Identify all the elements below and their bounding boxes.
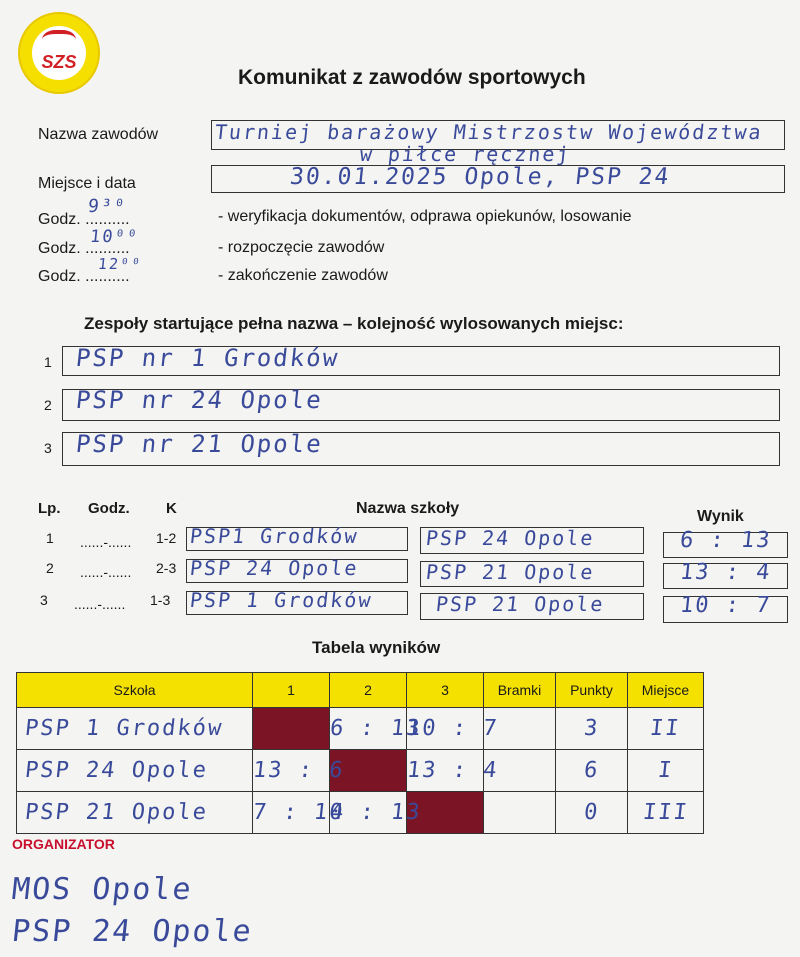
- results-points-3: 0: [582, 800, 601, 825]
- match-away-1: PSP 24 Opole: [424, 526, 596, 550]
- results-header-row: [17, 673, 704, 708]
- results-cell-2-3: 13 : 4: [405, 758, 500, 783]
- match-away-3: PSP 21 Opole: [434, 592, 606, 616]
- table-row: [17, 708, 704, 750]
- time-desc-2: - rozpoczęcie zawodów: [218, 239, 385, 256]
- time-hand-1: 9³⁰: [86, 196, 128, 217]
- results-school-3: PSP 21 Opole: [23, 800, 210, 825]
- organizer-line-2: PSP 24 Opole: [10, 914, 255, 949]
- results-goals-3: [484, 792, 556, 834]
- match-home-1: PSP1 Grodków: [188, 524, 360, 548]
- results-cell-2-1: 13 : 6: [251, 758, 346, 783]
- results-place-3: III: [641, 800, 690, 825]
- time-desc-1: - weryfikacja dokumentów, odprawa opiekunów, losowanie: [218, 208, 632, 225]
- time-desc-3: - zakończenie zawodów: [218, 267, 388, 284]
- results-cell-3-1: 7 : 10: [251, 800, 346, 825]
- logo-text: SZS: [41, 52, 77, 72]
- page-title: Komunikat z zawodów sportowych: [238, 66, 586, 89]
- results-table-title: Tabela wyników: [312, 638, 441, 657]
- match-result-1: 6 : 13: [678, 528, 773, 553]
- time-label-2: Godz. ..........: [38, 240, 130, 257]
- match-lp-1: 1: [46, 530, 54, 546]
- time-hand-2: 10⁰⁰: [88, 227, 141, 247]
- results-cell-1-3: 10 : 7: [405, 716, 500, 741]
- team-name-3: PSP nr 21 Opole: [74, 430, 325, 458]
- results-header-3: 3: [407, 673, 484, 708]
- place-date-value: 30.01.2025 Opole, PSP 24: [288, 164, 672, 190]
- match-k-2: 2-3: [156, 560, 177, 576]
- match-away-2: PSP 21 Opole: [424, 560, 596, 584]
- matches-header-result: Wynik: [697, 508, 744, 525]
- results-place-2: I: [656, 758, 675, 783]
- time-label-1: Godz. ..........: [38, 211, 130, 228]
- results-header-1: 1: [253, 673, 330, 708]
- team-number-2: 2: [44, 397, 52, 413]
- match-time-3: ......-......: [74, 596, 126, 612]
- organizer-line-1: MOS Opole: [10, 872, 195, 907]
- match-time-2: ......-......: [80, 564, 132, 580]
- results-cell-3-2: 4 : 13: [328, 800, 423, 825]
- results-points-2: 6: [582, 758, 601, 783]
- results-header-points: Punkty: [556, 673, 628, 708]
- results-table: [16, 672, 704, 834]
- competition-label: Nazwa zawodów: [38, 126, 159, 143]
- results-header-2: 2: [330, 673, 407, 708]
- team-number-1: 1: [44, 354, 52, 370]
- results-place-1: II: [648, 716, 683, 741]
- place-date-label: Miejsce i data: [38, 175, 136, 192]
- match-home-3: PSP 1 Grodków: [188, 588, 374, 612]
- results-header-place: Miejsce: [628, 673, 704, 708]
- organizer-label: ORGANIZATOR: [12, 836, 115, 852]
- logo-mark: [42, 30, 76, 54]
- team-name-1: PSP nr 1 Grodków: [74, 344, 341, 372]
- teams-section-title: Zespoły startujące pełna nazwa – kolejność wylosowanych miejsc:: [84, 314, 624, 333]
- match-k-3: 1-3: [150, 592, 171, 608]
- table-row: [17, 792, 704, 834]
- time-label-3: Godz. ..........: [38, 268, 130, 285]
- results-school-1: PSP 1 Grodków: [23, 716, 225, 741]
- results-diagonal-cell: [253, 708, 330, 750]
- match-time-1: ......-......: [80, 534, 132, 550]
- match-result-3: 10 : 7: [678, 593, 773, 618]
- matches-header-k: K: [166, 500, 177, 517]
- results-header-goals: Bramki: [484, 673, 556, 708]
- match-k-1: 1-2: [156, 530, 177, 546]
- competition-value-line1: Turniej barażowy Mistrzostw Województwa: [213, 120, 764, 144]
- time-hand-3: 12⁰⁰: [97, 255, 144, 273]
- table-row: [17, 750, 704, 792]
- results-cell-1-2: 6 : 13: [328, 716, 423, 741]
- team-number-3: 3: [44, 440, 52, 456]
- results-school-2: PSP 24 Opole: [23, 758, 210, 783]
- competition-value-line2: w piłce ręcznej: [358, 142, 572, 166]
- matches-header-lp: Lp.: [38, 500, 61, 517]
- match-result-2: 13 : 4: [678, 560, 773, 585]
- match-lp-2: 2: [46, 560, 54, 576]
- team-name-2: PSP nr 24 Opole: [74, 386, 325, 414]
- szs-logo: [18, 12, 100, 94]
- match-home-2: PSP 24 Opole: [188, 556, 360, 580]
- results-points-1: 3: [582, 716, 601, 741]
- match-lp-3: 3: [40, 592, 48, 608]
- results-header-school: Szkoła: [17, 673, 253, 708]
- matches-header-school: Nazwa szkoły: [356, 500, 460, 517]
- matches-header-time: Godz.: [88, 500, 130, 517]
